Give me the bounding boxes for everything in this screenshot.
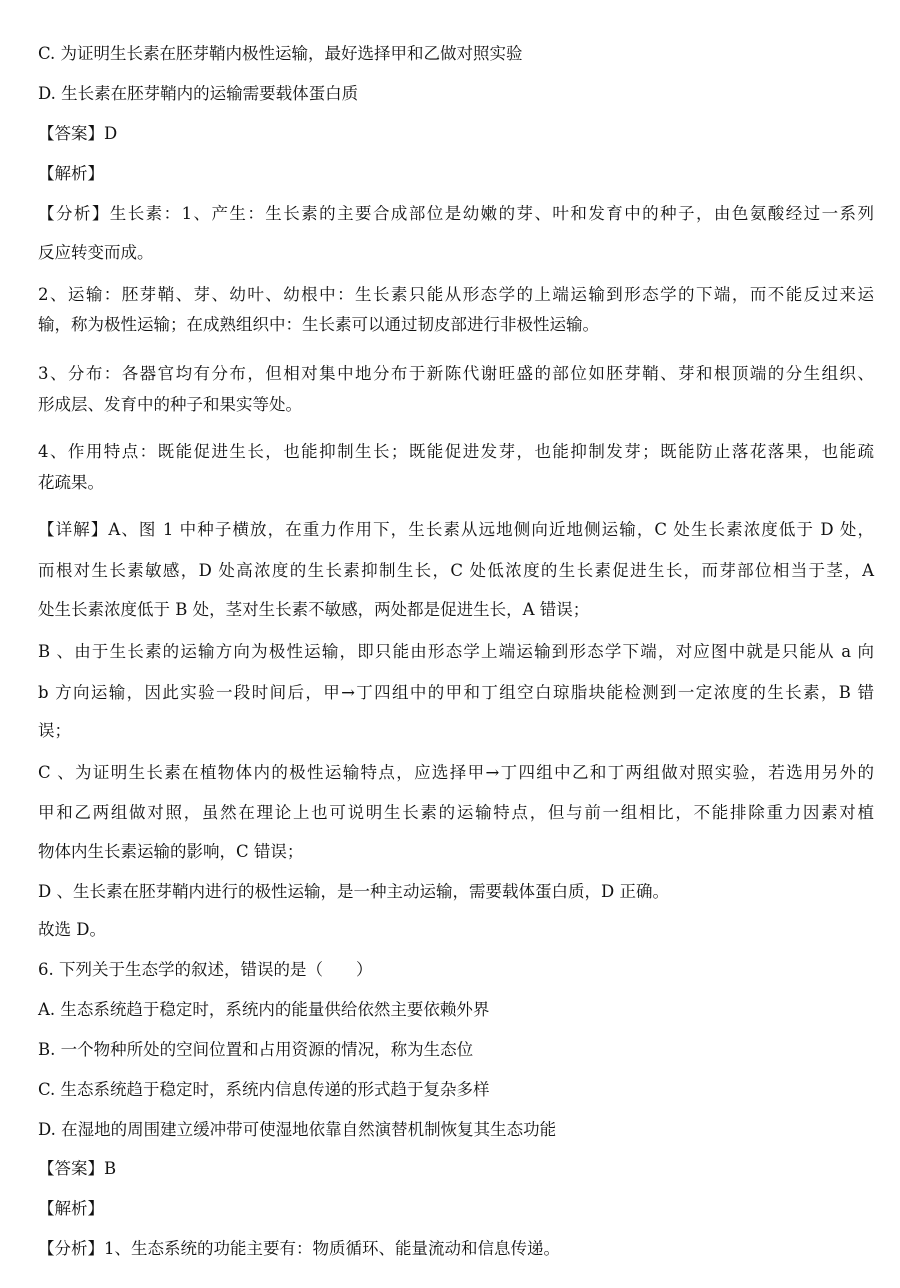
effect-paragraph-line: 花疏果。: [38, 473, 104, 492]
answer-line: 【答案】D: [38, 124, 118, 143]
option-c-line: C. 为证明生长素在胚芽鞘内极性运输，最好选择甲和乙做对照实验: [38, 44, 523, 63]
detail-c-line: 物体内生长素运输的影响，C 错误；: [38, 842, 304, 861]
analysis-paragraph-line: 【分析】生长素：1、产生：生长素的主要合成部位是幼嫩的芽、叶和发育中的种子，由色氨酸经过一系列: [38, 204, 874, 223]
distribution-paragraph-line: 形成层、发育中的种子和果实等处。: [38, 395, 302, 414]
detail-a-line: 处生长素浓度低于 B 处，茎对生长素不敏感，两处都是促进生长，A 错误；: [38, 600, 590, 619]
question-6-option-c: C. 生态系统趋于稳定时，系统内信息传递的形式趋于复杂多样: [38, 1080, 490, 1099]
analysis-heading: 【解析】: [38, 164, 104, 183]
question-6-stem: 6. 下列关于生态学的叙述，错误的是（ ）: [38, 960, 373, 979]
transport-paragraph-line: 输，称为极性运输；在成熟组织中：生长素可以通过韧皮部进行非极性运输。: [38, 315, 599, 334]
analysis-paragraph-line: 反应转变而成。: [38, 243, 154, 262]
detail-a-line: 【详解】A、图 1 中种子横放，在重力作用下，生长素从远地侧向近地侧运输，C 处生长素浓度低于 D 处，: [38, 520, 874, 539]
transport-paragraph-line: 2、运输：胚芽鞘、芽、幼叶、幼根中：生长素只能从形态学的上端运输到形态学的下端，而不能反过来运: [38, 285, 874, 304]
question-6-option-d: D. 在湿地的周围建立缓冲带可使湿地依靠自然演替机制恢复其生态功能: [38, 1120, 557, 1139]
detail-a-line: 而根对生长素敏感，D 处高浓度的生长素抑制生长，C 处低浓度的生长素促进生长，而芽部位相当于茎，A: [38, 561, 874, 580]
detail-b-line: B 、由于生长素的运输方向为极性运输，即只能由形态学上端运输到形态学下端，对应图中就是只能从 a 向: [38, 642, 874, 661]
detail-b-line: b 方向运输，因此实验一段时间后，甲→丁四组中的甲和丁组空白琼脂块能检测到一定浓度的生长素，B 错: [38, 683, 874, 702]
distribution-paragraph-line: 3、分布：各器官均有分布，但相对集中地分布于新陈代谢旺盛的部位如胚芽鞘、芽和根顶端的分生组织、: [38, 364, 874, 383]
detail-c-line: 甲和乙两组做对照，虽然在理论上也可说明生长素的运输特点，但与前一组相比，不能排除重力因素对植: [38, 803, 874, 822]
analysis-heading: 【解析】: [38, 1199, 104, 1218]
answer-line: 【答案】B: [38, 1159, 117, 1178]
analysis-paragraph-line: 【分析】1、生态系统的功能主要有：物质循环、能量流动和信息传递。: [38, 1239, 560, 1258]
effect-paragraph-line: 4、作用特点：既能促进生长，也能抑制生长；既能促进发芽，也能抑制发芽；既能防止落花落果，也能疏: [38, 442, 874, 461]
option-d-line: D. 生长素在胚芽鞘内的运输需要载体蛋白质: [38, 84, 359, 103]
detail-d-line: D 、生长素在胚芽鞘内进行的极性运输，是一种主动运输，需要载体蛋白质，D 正确。: [38, 882, 669, 901]
question-6-option-a: A. 生态系统趋于稳定时，系统内的能量供给依然主要依赖外界: [38, 1000, 490, 1019]
detail-b-line: 误；: [38, 721, 71, 740]
conclusion-line: 故选 D。: [38, 920, 106, 939]
detail-c-line: C 、为证明生长素在植物体内的极性运输特点，应选择甲→丁四组中乙和丁两组做对照实验，若选用另外的: [38, 763, 874, 782]
question-6-option-b: B. 一个物种所处的空间位置和占用资源的情况，称为生态位: [38, 1040, 474, 1059]
